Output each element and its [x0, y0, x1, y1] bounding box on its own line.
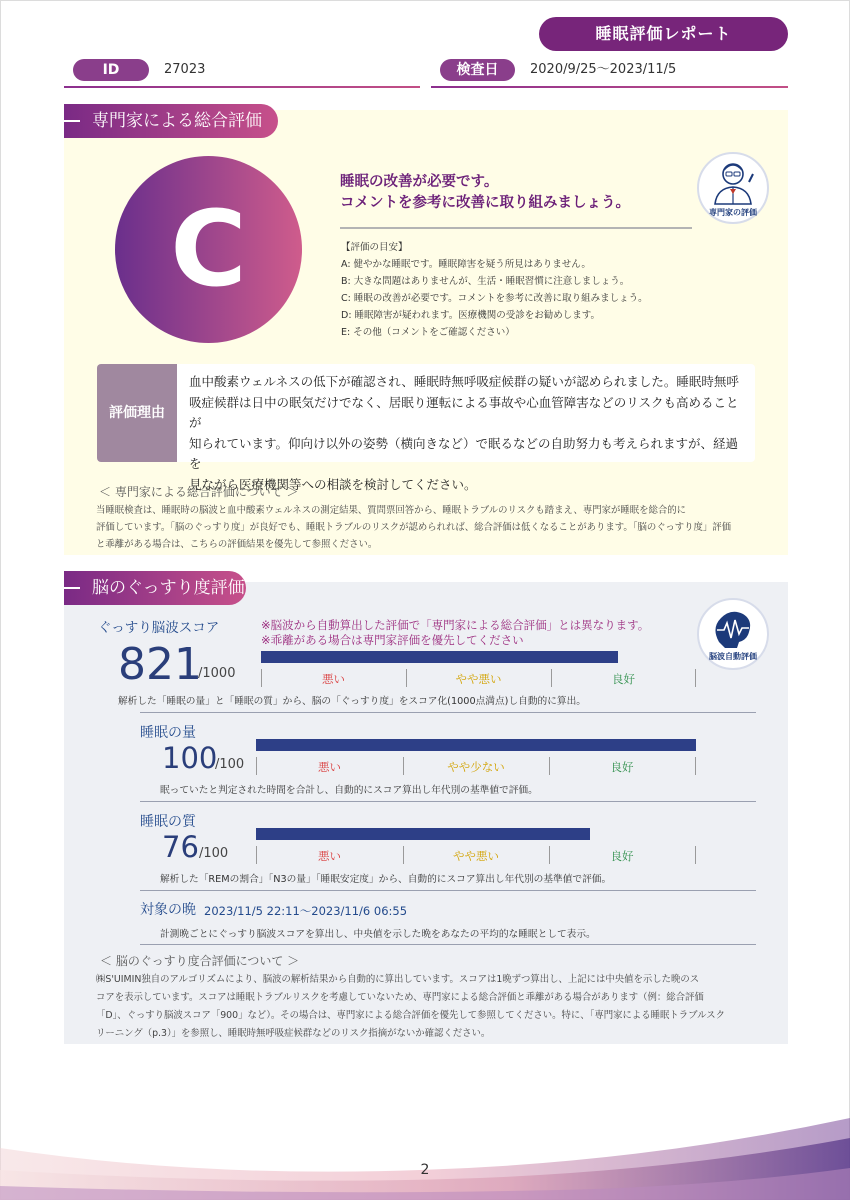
reason-text [189, 372, 749, 495]
expert-about-title: ＜ 専門家による総合評価について ＞ [99, 485, 299, 499]
headline-line-2: コメントを参考に改善に取り組みましょう。 [340, 195, 630, 211]
scale-tick [695, 757, 696, 775]
about-line: ㈱S'UIMIN独自のアルゴリズムにより、脳波の解析結果から自動的に算出しています。スコアは1晩ずつ算出し、上記には中央値を示した晩のス [96, 974, 700, 985]
quality-title: 睡眠の質 [140, 814, 196, 830]
reason-line: 血中酸素ウェルネスの低下が確認され、睡眠時無呼吸症候群の疑いが認められました。睡眠時無呼 [189, 374, 739, 389]
expert-badge-label: 専門家の評価 [709, 208, 757, 217]
brain-score-tab: 脳のぐっすり度評価 [64, 571, 246, 605]
night-description: 計測晩ごとにぐっすり脳波スコアを算出し、中央値を示した晩をあなたの平均的な睡眠として表示。 [160, 929, 596, 940]
score-note-2: ※乖離がある場合は専門家評価を優先してください [261, 633, 524, 647]
score-title: ぐっすり脳波スコア [98, 620, 220, 636]
grade-circle: C [115, 156, 302, 343]
quantity-value: 100 [162, 741, 218, 775]
footer-wave-decoration [0, 1108, 850, 1200]
quality-scale [256, 846, 696, 864]
divider [140, 890, 756, 891]
reason-line: 見ながら医療機関等への相談を検討してください。 [189, 476, 477, 492]
scale-label-good: 良好 [612, 672, 635, 686]
reason-label: 評価理由 [97, 364, 177, 462]
reason-line: 吸症候群は日中の眠気だけでなく、居眠り運転による事故や心血管障害などのリスクも高めることが [189, 394, 739, 430]
score-description: 解析した「睡眠の量」と「睡眠の質」から、脳の「ぐっすり度」をスコア化(1000点満点)し自動的に算出。 [118, 696, 586, 707]
eeg-badge [697, 598, 769, 670]
score-value: 821 [118, 639, 202, 690]
quantity-bar [256, 739, 696, 751]
id-value: 27023 [164, 62, 206, 77]
about-line: 当睡眠検査は、睡眠時の脳波と血中酸素ウェルネスの測定結果、質問票回答から、睡眠トラブルのリスクも踏まえ、専門家が睡眠を総合的に [96, 505, 686, 516]
expert-about-text [96, 502, 758, 553]
score-note-1: ※脳波から自動算出した評価で「専門家による総合評価」とは異なります。 [261, 618, 650, 632]
scale-label-fair: やや少ない [447, 760, 505, 774]
brain-about-title: ＜ 脳のぐっすり度合評価について ＞ [100, 954, 300, 968]
quantity-unit: /100 [215, 757, 245, 772]
criteria-c: C: 睡眠の改善が必要です。コメントを参考に改善に取り組みましょう。 [341, 293, 648, 304]
about-line: 評価しています。「脳のぐっすり度」が良好でも、睡眠トラブルのリスクが認められれば、総合評価は低くなることがあります。「脳のぐっすり度」評価 [96, 522, 732, 533]
score-notes [261, 618, 649, 648]
criteria-d: D: 睡眠障害が疑われます。医療機関の受診をお勧めします。 [341, 310, 601, 321]
scale-label-bad: 悪い [318, 849, 341, 863]
night-value: 2023/11/5 22:11〜2023/11/6 06:55 [204, 904, 408, 918]
about-line: リーニング（p.3）」を参照し、睡眠時無呼吸症候群などのリスク指摘がないか確認ください。 [96, 1028, 491, 1039]
criteria-a: A: 健やかな睡眠です。睡眠障害を疑う所見はありません。 [341, 259, 591, 270]
scale-label-fair: やや悪い [453, 849, 499, 863]
score-unit: /1000 [198, 666, 236, 681]
criteria-e: E: その他（コメントをご確認ください） [341, 327, 515, 338]
quality-description: 解析した「REMの割合」「N3の量」「睡眠安定度」から、自動的にスコア算出し年代別の基準値で評価。 [160, 874, 612, 885]
scale-tick [695, 846, 696, 864]
night-title: 対象の晩 [140, 902, 196, 918]
id-label: ID [73, 59, 149, 81]
exam-date-value: 2020/9/25〜2023/11/5 [530, 62, 677, 77]
page-number: 2 [420, 1162, 430, 1178]
report-title: 睡眠評価レポート [539, 17, 788, 51]
quality-unit: /100 [199, 846, 229, 861]
headline-divider [340, 227, 692, 229]
about-line: 「D」、ぐっすり脳波スコア「900」など）。その場合は、専門家による総合評価を優先して参照してください。特に、「専門家による睡眠トラブルスク [96, 1010, 725, 1021]
score-scale [261, 669, 696, 687]
reason-line: 知られています。仰向け以外の姿勢（横向きなど）で眠るなどの自助努力も考えられますが、経過を [189, 435, 739, 471]
criteria-title: 【評価の目安】 [341, 242, 408, 253]
exam-date-label: 検査日 [440, 59, 515, 81]
brain-about-text [96, 971, 766, 1043]
quantity-title: 睡眠の量 [140, 725, 196, 741]
evaluation-headline [340, 172, 630, 214]
date-underline [431, 86, 788, 88]
quality-bar [256, 828, 590, 840]
quantity-description: 眠っていたと判定された時間を合計し、自動的にスコア算出し年代別の基準値で評価。 [160, 785, 538, 796]
expert-badge [697, 152, 769, 224]
divider [140, 944, 756, 945]
criteria-b: B: 大きな問題はありませんが、生活・睡眠習慣に注意しましょう。 [341, 276, 630, 287]
headline-line-1: 睡眠の改善が必要です。 [340, 174, 499, 190]
quantity-scale [256, 757, 696, 775]
criteria-list [341, 239, 648, 341]
eeg-badge-label: 脳波自動評価 [709, 652, 757, 661]
scale-label-bad: 悪い [322, 672, 345, 686]
score-bar [261, 651, 618, 663]
expert-evaluation-tab: 専門家による総合評価 [64, 104, 278, 138]
scale-label-good: 良好 [610, 849, 634, 863]
quality-value: 76 [162, 830, 199, 864]
divider [140, 801, 756, 802]
scale-label-bad: 悪い [318, 760, 341, 774]
about-line: と乖離がある場合は、こちらの評価結果を優先して参照ください。 [96, 539, 378, 550]
scale-label-fair: やや悪い [455, 672, 502, 686]
id-underline [64, 86, 420, 88]
scale-label-good: 良好 [610, 760, 634, 774]
divider [140, 712, 756, 713]
about-line: コアを表示しています。スコアは睡眠トラブルリスクを考慮していないため、専門家による総合評価と乖離がある場合があります（例：総合評価 [96, 992, 704, 1003]
